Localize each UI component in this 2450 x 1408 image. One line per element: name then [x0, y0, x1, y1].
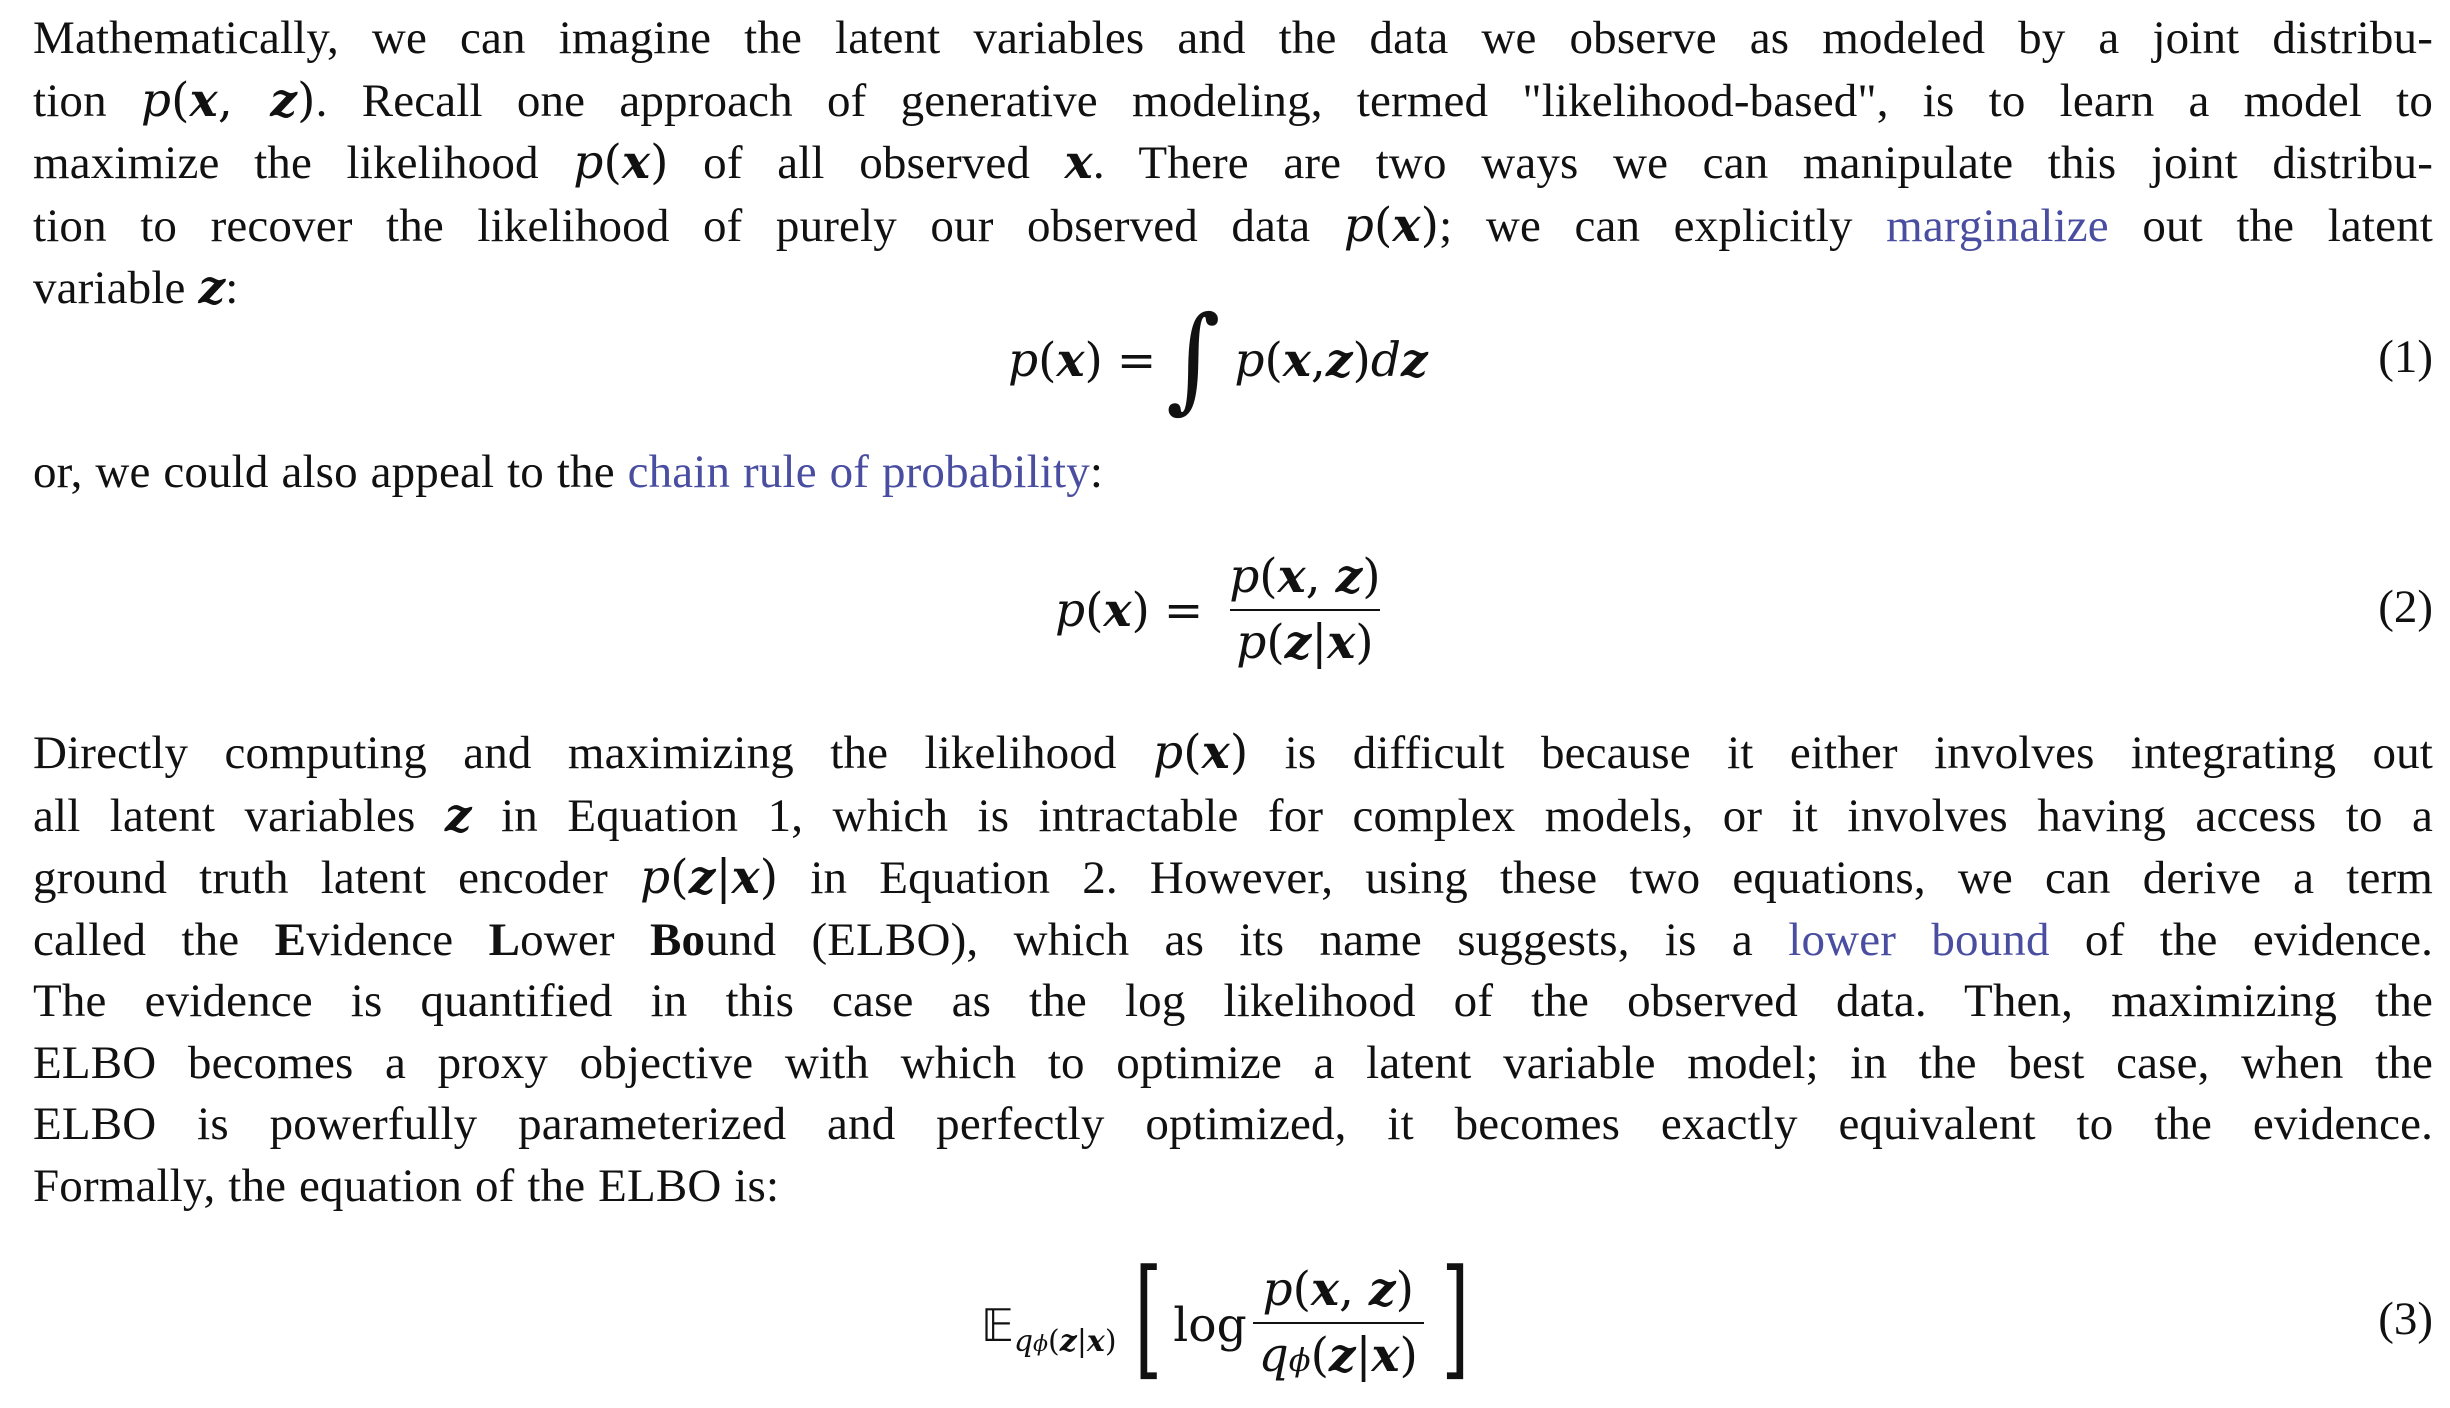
math-var-z: z	[688, 850, 716, 905]
fraction	[1223, 549, 1386, 671]
math-paren: (	[1374, 197, 1393, 253]
paragraph-chain-rule	[33, 442, 2433, 504]
math-p: p	[1234, 332, 1265, 388]
math-paren: )	[1420, 197, 1440, 253]
expectation-subscript: qϕ(z|x)	[1013, 1323, 1117, 1359]
math-comma: ,	[1310, 332, 1326, 388]
text-run: ground truth latent encoder	[33, 852, 640, 904]
fraction-denominator: p(z|x)	[1230, 609, 1379, 671]
para-line	[33, 195, 2433, 258]
math-paren: (	[1038, 332, 1057, 388]
eq1-lhs-p: p	[1008, 332, 1039, 388]
equation-number: (2)	[2378, 581, 2433, 633]
text-run: out the latent	[2108, 199, 2433, 252]
equation-2-body	[1055, 545, 1393, 675]
text-run: tion	[33, 74, 141, 127]
math-var-z: z	[444, 787, 472, 843]
math-inline: p	[140, 72, 172, 128]
para-line	[33, 70, 2433, 133]
math-var-x: x	[1392, 197, 1421, 253]
math-bar: |	[715, 850, 732, 905]
text-run: all latent variables	[33, 789, 445, 842]
fraction-numerator: p(x, z)	[1262, 1262, 1414, 1317]
para-line	[33, 785, 2433, 848]
fraction-numerator: p(x, z)	[1229, 549, 1381, 604]
math-paren: )	[650, 135, 669, 190]
math-inline: p	[1343, 197, 1374, 253]
para-line	[33, 1156, 2433, 1218]
text-run: maximize the likelihood	[33, 137, 574, 189]
bold-letters: Bo	[650, 913, 706, 966]
link-chain-rule[interactable]: chain rule of probability	[627, 446, 1090, 498]
fraction-denominator: qϕ(z|x)	[1253, 1322, 1424, 1388]
math-comma: ,	[217, 72, 271, 128]
equation-3-body	[981, 1241, 1481, 1400]
para-line	[33, 1094, 2433, 1156]
math-var-x: x	[1282, 332, 1311, 388]
text-run: Formally, the equation of the ELBO is:	[33, 1159, 780, 1212]
text-run: of the evidence.	[2049, 913, 2433, 966]
equation-number: (1)	[2378, 331, 2433, 383]
math-paren: )	[1084, 332, 1103, 388]
math-paren: (	[670, 850, 689, 905]
math-paren: )	[759, 850, 779, 905]
bold-letter: E	[274, 913, 307, 966]
link-lower-bound[interactable]: lower bound	[1788, 913, 2050, 966]
text-run: tion to recover the likelihood of purely our observed data	[33, 199, 1344, 252]
expectation-symbol: 𝔼	[981, 1298, 1014, 1352]
math-var-x: x	[1056, 332, 1085, 388]
text-run: The evidence is quantified in this case as the log likelihood of the observed data. Then, maximizing the	[33, 975, 2433, 1027]
text-run: Mathematically, we can imagine the latent variables and the data we observe as modeled by a joint distribu-	[33, 12, 2433, 64]
equation-3	[33, 1241, 2433, 1400]
text-run: . There are two ways we can manipulate this joint distribu-	[1092, 137, 2433, 189]
math-paren: )	[297, 72, 316, 128]
equals-sign: =	[1163, 582, 1204, 638]
text-run: or, we could also appeal to the	[33, 446, 628, 498]
math-paren: (	[1085, 582, 1104, 638]
text-run: called the	[33, 913, 275, 966]
math-var-x: x	[1201, 725, 1230, 780]
math-var-z: z	[198, 260, 226, 315]
text-run: is difficult because it either involves integrating out	[1248, 727, 2433, 779]
text-run: und (ELBO), which as its name suggests, is a	[705, 913, 1789, 966]
integral-sign: ∫	[1166, 290, 1221, 426]
text-run: of all observed	[668, 137, 1065, 189]
para-line	[33, 132, 2433, 195]
text-run: :	[225, 262, 239, 314]
math-var-z: z	[1325, 332, 1353, 388]
eq2-lhs-p: p	[1055, 582, 1086, 638]
text-run: in Equation 2. However, using these two equations, we can derive a term	[778, 852, 2434, 904]
math-paren: )	[1131, 582, 1150, 638]
equals-sign: =	[1116, 332, 1157, 388]
equation-1-body	[1008, 290, 1428, 426]
math-var-x: x	[731, 850, 760, 905]
math-paren: )	[1352, 332, 1371, 388]
math-paren: )	[1229, 725, 1249, 780]
math-var-z: z	[1400, 332, 1428, 388]
math-var-x: x	[621, 135, 651, 190]
para-line	[33, 442, 2433, 504]
equation-2	[33, 545, 2433, 675]
math-var-x: x	[189, 72, 218, 128]
math-paren: (	[1183, 725, 1202, 780]
para-line	[33, 722, 2433, 785]
equation-number: (3)	[2378, 1293, 2433, 1345]
math-var-x: x	[1103, 582, 1132, 638]
equation-1	[33, 290, 2433, 426]
left-bracket: [	[1133, 1241, 1162, 1393]
fraction	[1253, 1262, 1424, 1388]
text-run: Directly computing and maximizing the likelihood	[33, 727, 1153, 779]
math-p: p	[1152, 725, 1184, 780]
text-run: ELBO is powerfully parameterized and perfectly optimized, it becomes exactly equivalent to the evidence.	[33, 1098, 2433, 1150]
math-paren: (	[1264, 332, 1283, 388]
text-run: ower	[520, 913, 651, 966]
para-line	[33, 1033, 2433, 1095]
para-line	[33, 971, 2433, 1033]
log-operator: log	[1173, 1297, 1247, 1353]
math-d: d	[1370, 332, 1401, 388]
math-paren: (	[603, 135, 622, 190]
para-line	[33, 847, 2433, 910]
para-line	[33, 910, 2433, 972]
paragraph-intro	[33, 8, 2433, 320]
bold-letter: L	[488, 913, 521, 966]
math-paren: (	[171, 72, 190, 128]
text-run: variable	[33, 262, 199, 314]
text-run: ; we can explicitly	[1439, 199, 1887, 252]
text-run: . Recall one approach of generative modeling, termed "likelihood-based", is to learn a model to	[315, 74, 2433, 127]
text-run: vidence	[306, 913, 489, 966]
text-run: ELBO becomes a proxy objective with which to optimize a latent variable model; in the best case, when the	[33, 1036, 2433, 1089]
text-run: in Equation 1, which is intractable for complex models, or it involves having access to a	[471, 789, 2433, 842]
link-marginalize[interactable]: marginalize	[1886, 199, 2109, 252]
math-var-x: x	[1064, 135, 1093, 190]
paragraph-elbo	[33, 722, 2433, 1217]
math-var-z: z	[270, 72, 298, 128]
text-run: :	[1089, 446, 1104, 498]
math-inline: p	[573, 135, 604, 190]
para-line	[33, 8, 2433, 70]
right-bracket: ]	[1441, 1241, 1470, 1393]
math-p: p	[639, 850, 671, 905]
